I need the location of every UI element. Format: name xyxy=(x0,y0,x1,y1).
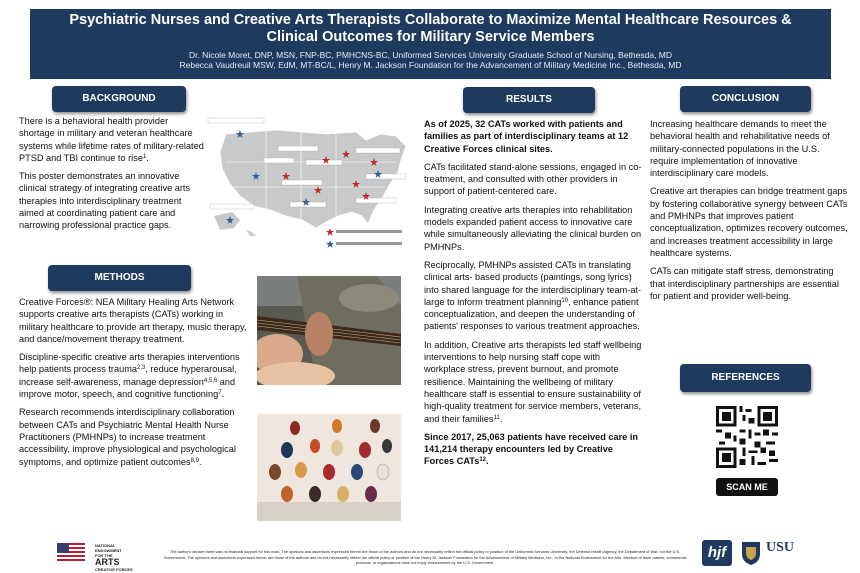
conclusion-heading: CONCLUSION xyxy=(680,86,811,112)
qr-code-icon xyxy=(716,406,778,468)
methods-paragraph-2: Discipline-specific creative arts therapies interventions help patients process trauma$^{2,3}$, reduce hyperarousal, increase self-awareness, manage depression$^{4,5,6}$ and improve motor, speech, and cognitive functioning$^7$. xyxy=(19,352,240,400)
conclusion-paragraph-3: CATs can mitigate staff stress, demonstrating that interdisciplinary partnerships are essential for patient and provider well-being. xyxy=(650,266,839,301)
masks-photo-illustration xyxy=(257,414,401,521)
hjf-logo: hjf xyxy=(702,540,732,566)
results-section xyxy=(424,118,642,474)
methods-heading: METHODS xyxy=(48,265,191,291)
methods-paragraph-1: Creative Forces®: NEA Military Healing Arts Network supports creative arts therapists (CATs) working in military healthcare to provide art therapy, music therapy, and dance/movement therapy treatment. xyxy=(19,297,247,344)
disclaimer-text: The authors declare there was no financial support for this work. The opinions and assertions expressed herein are those of the authors and do not necessarily reflect the official policy or position of the Uniformed Services University, the Defense Health Agency, the Department of War, nor the U.S. Government. The opinions and assertions expressed herein are those of the authors and do not necessarily reflect the official policy or position of the Henry M. Jackson Foundation for the Advancement of Military Medicine, Inc., or the National Endowment for the Arts. Mention of trade names, commercial products, or organizations does not imply endorsement by the U.S. Government. xyxy=(163,549,687,565)
guitar-photo-illustration xyxy=(257,276,401,385)
scan-me-label: SCAN ME xyxy=(716,478,778,496)
conclusion-paragraph-1: Increasing healthcare demands to meet the behavioral health and rehabilitative needs of military-connected populations in the U.S. require implementation of innovative interdisciplinary care models. xyxy=(650,119,830,179)
conclusion-paragraph-2: Creative art therapies can bridge treatment gaps by fostering collaborative synergy between CATs and PMHNPs that improves patient conceptualization, optimizes recovery outcomes, and increases treatment accessibility in large healthcare systems. xyxy=(650,186,848,258)
creative-forces-sites-map xyxy=(206,112,415,255)
nea-logo-text: NATIONAL ENDOWMENT FOR THE xyxy=(95,543,122,558)
legend-star-blue xyxy=(326,240,334,248)
results-paragraph-3: Integrating creative arts therapies into rehabilitation models expanded patient access to innovative care while simultaneously alleviating the clinical burden on PMHNPs. xyxy=(424,204,642,252)
background-heading: BACKGROUND xyxy=(52,86,186,112)
us-map-figure xyxy=(206,112,415,255)
results-heading: RESULTS xyxy=(463,87,595,113)
title-line-2: Clinical Outcomes for Military Service Members xyxy=(266,29,595,45)
author-block xyxy=(30,50,831,70)
nea-arts-text: ARTS xyxy=(95,557,120,567)
conclusion-section xyxy=(650,118,848,308)
mask-wall-photo xyxy=(257,414,401,521)
nea-creative-forces-logo xyxy=(95,543,135,572)
poster-title xyxy=(30,12,831,46)
results-paragraph-2: CATs facilitated stand-alone sessions, engaged in co-treatment, and consulted with other providers in support of patient-centered care. xyxy=(424,161,642,197)
usu-seal-logo xyxy=(740,540,762,566)
alaska-shape xyxy=(214,212,240,230)
background-paragraph-2: This poster demonstrates an innovative clinical strategy of integrating creative arts therapies into interdisciplinary treatment aimed at coordinating patient care and narrowing professional practice gaps. xyxy=(19,171,191,231)
background-section xyxy=(19,115,205,238)
background-paragraph-1: There is a behavioral health provider shortage in military and veteran healthcare systems while lifetime rates of military-related PTSD and TBI continue to rise$^1$. xyxy=(19,116,204,163)
usu-logo-text: USU xyxy=(766,540,795,555)
references-qr-code[interactable] xyxy=(716,406,778,468)
methods-paragraph-3: Research recommends interdisciplinary collaboration between CATs and Psychiatric Mental Health Nurse Practitioners (PMHNPs) to increase treatment accessibility, improve physiological and psychological symptoms, and optimize patient outcomes$^{8,9}$. xyxy=(19,407,236,467)
methods-section xyxy=(19,296,249,474)
seal-icon xyxy=(740,540,762,566)
author-line-1: Dr. Nicole Moret, DNP, MSN, FNP-BC, PMHCNS-BC, Uniformed Services University Graduate School of Nursing, Bethesda, MD xyxy=(188,50,673,60)
poster-header xyxy=(30,9,831,79)
hawaii-shape xyxy=(246,230,256,236)
flag-icon xyxy=(57,543,85,563)
results-paragraph-6: Since 2017, 25,063 patients have received care in 141,214 therapy encounters led by Creative Forces CATs$^{12}$. xyxy=(424,431,638,467)
references-heading: REFERENCES xyxy=(680,364,811,392)
legend-star-red xyxy=(326,228,334,236)
us-flag-logo xyxy=(57,543,85,563)
results-paragraph-1: As of 2025, 32 CATs worked with patients and families as part of interdisciplinary teams at 12 Creative Forces clinical sites. xyxy=(424,119,629,154)
results-paragraph-5: In addition, Creative arts therapists led staff wellbeing interventions to help nursing staff cope with workplace stress, prevent burnout, and promote resilience. Maintaining the wellbeing of military healthcare staff is essential to ensure sustainability of high-quality treatment for service members, veterans, and their families$^{11}$. xyxy=(424,339,642,424)
title-line-1: Psychiatric Nurses and Creative Arts Therapists Collaborate to Maximize Mental Healthcare Resources & xyxy=(69,12,792,28)
guitar-therapy-photo xyxy=(257,276,401,385)
author-line-2: Rebecca Vaudreuil MSW, EdM, MT-BC/L, Henry M. Jackson Foundation for the Advancement of Military Medicine Inc., Bethesda, MD xyxy=(179,60,682,70)
results-paragraph-4: Reciprocally, PMHNPs assisted CATs in translating clinical arts- based products (paintings, song lyrics) into shared language for the interdisciplinary team-at-large to inform treatment planning$^{10}$, enhance patient conceptualization, and deepen the understanding of patients' responses to various treatment approaches. xyxy=(424,259,642,332)
creative-forces-text: CREATIVE FORCES xyxy=(95,567,133,572)
